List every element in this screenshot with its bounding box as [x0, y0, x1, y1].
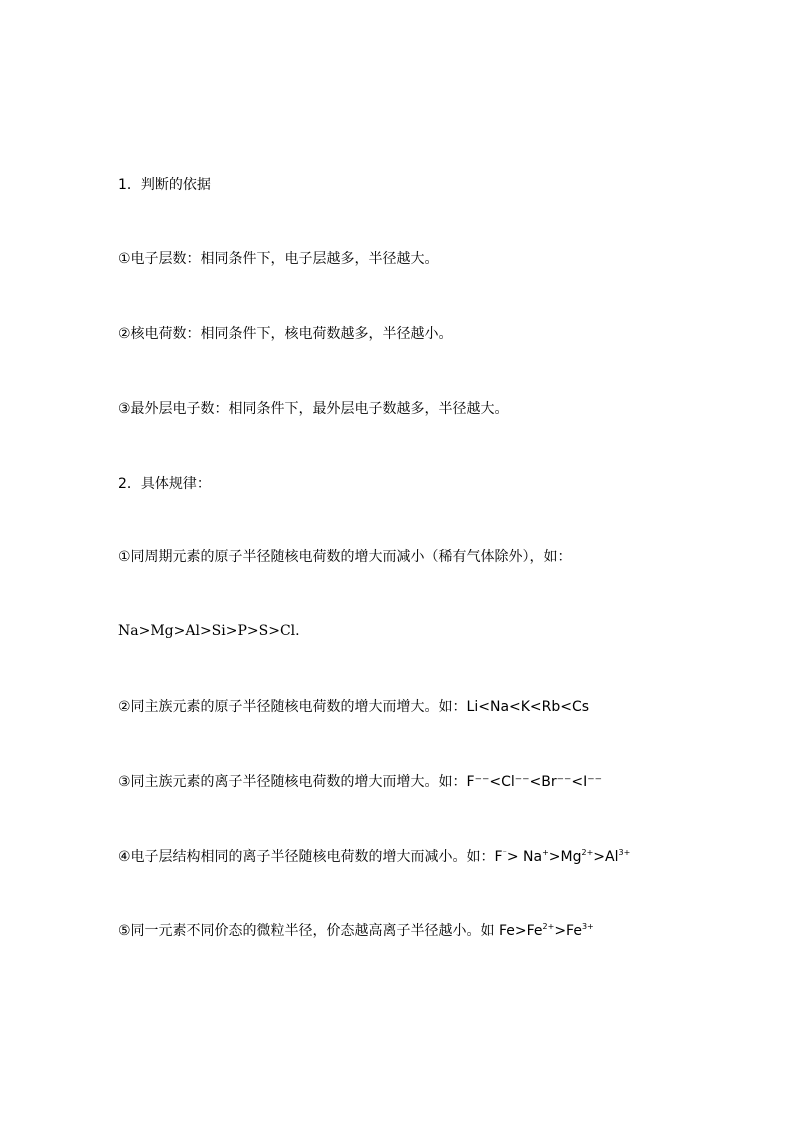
- rule5-text: ⑤同一元素不同价态的微粒半径，价态越高离子半径越小。如 Fe>Fe: [118, 923, 543, 939]
- item-nuclear-charge: ②核电荷数：相同条件下，核电荷数越多，半径越小。: [118, 326, 453, 342]
- heading-specific-rules: 2．具体规律：: [118, 476, 211, 492]
- al-charge: 3+: [618, 848, 631, 857]
- fe3-symbol: >Fe: [554, 923, 582, 939]
- f-charge: ⁻: [502, 848, 507, 857]
- al-symbol: >Al: [593, 849, 619, 865]
- heading-judgment-basis: 1．判断的依据: [118, 177, 211, 193]
- rule-valence-states: [118, 922, 594, 940]
- fe2-charge: 2+: [542, 922, 555, 931]
- fe3-charge: 3+: [581, 922, 594, 931]
- item-electron-shells: ①电子层数：相同条件下，电子层越多，半径越大。: [118, 251, 439, 267]
- rule-same-group-ions: ③同主族元素的离子半径随核电荷数的增大而增大。如：F⁻⁻<Cl⁻⁻<Br⁻⁻<I⁻⁻: [118, 774, 603, 790]
- rule-same-period: ①同周期元素的原子半径随核电荷数的增大而减小（稀有气体除外），如：: [118, 549, 572, 565]
- mg-symbol: >Mg: [548, 849, 582, 865]
- na-symbol: > Na: [506, 849, 543, 865]
- mg-charge: 2+: [581, 848, 594, 857]
- na-charge: +: [542, 848, 549, 857]
- rule-isoelectronic-ions: [118, 848, 630, 866]
- item-outer-electrons: ③最外层电子数：相同条件下，最外层电子数越多，半径越大。: [118, 401, 509, 417]
- rule-same-group-atoms: ②同主族元素的原子半径随核电荷数的增大而增大。如：Li<Na<K<Rb<Cs: [118, 699, 590, 715]
- rule-same-period-example: Na>Mg>Al>Si>P>S>Cl.: [118, 623, 300, 639]
- rule4-text: ④电子层结构相同的离子半径随核电荷数的增大而减小。如：F: [118, 849, 503, 865]
